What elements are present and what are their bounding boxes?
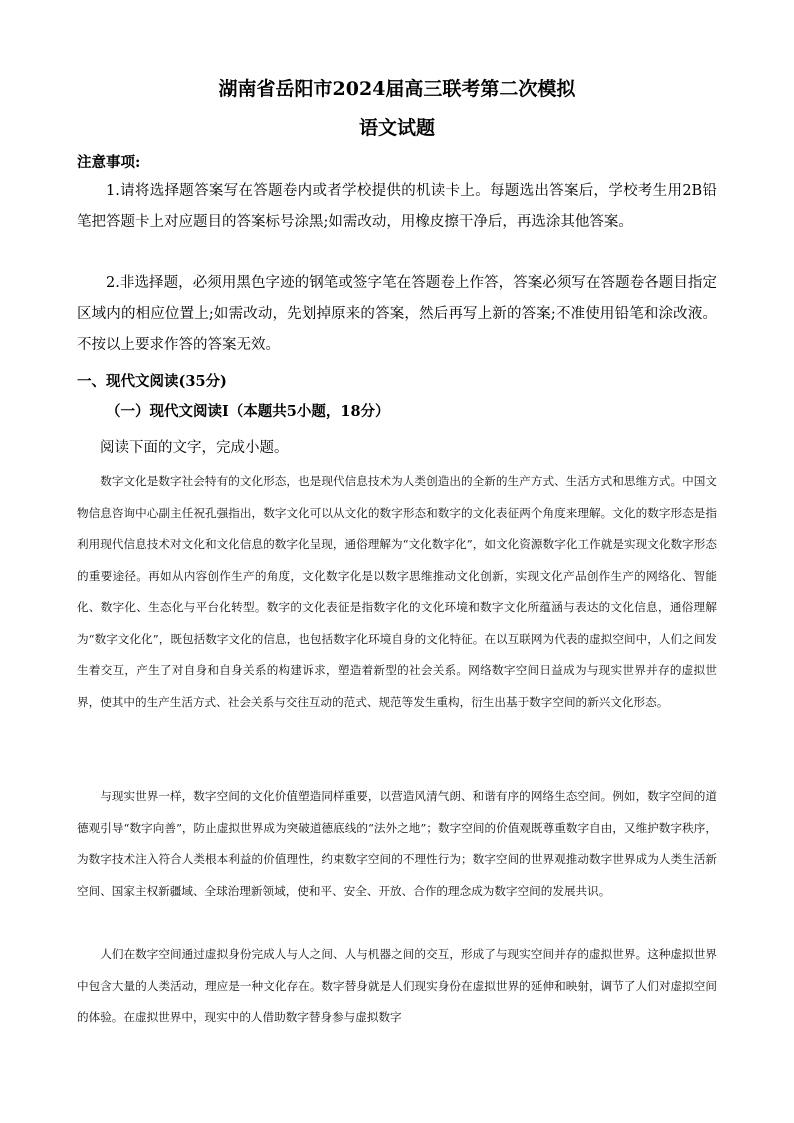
notes-heading: 注意事项: bbox=[77, 154, 141, 171]
passage-paragraph-3: 人们在数字空间通过虚拟身份完成人与人之间、人与机器之间的交互，形成了与现实空间并存的虚拟世界。这种虚拟世界中包含大量的人类活动，理应是一种文化存在。数字替身就是人们现实身份在虚拟世界的延伸和映射，调节了人们对虚拟空间的体验。在虚拟世界中，现实中的人借助数字替身参与虚拟数字 bbox=[77, 947, 717, 1024]
sub-title: 语文试题 bbox=[358, 117, 435, 139]
passage-paragraph-2: 与现实世界一样，数字空间的文化价值塑造同样重要，以营造风清气朗、和谐有序的网络生态空间。例如，数字空间的道德观引导“数字向善”，防止虚拟世界成为突破道德底线的“法外之地”；数字空间的价值观既尊重数字自由，又维护数字秩序，为数字技术注入符合人类根本利益的价值理性，约束数字空间的不理性行为；数字空间的世界观推动数字世界成为人类生活新空间、国家主权新疆域、全球治理新领域，使和平、安全、开放、合作的理念成为数字空间的发展共识。 bbox=[77, 789, 717, 898]
note-item-2: 2.非选择题，必须用黑色字迹的钢笔或签字笔在答题卷上作答，答案必须写在答题卷各题目指定区域内的相应位置上;如需改动，先划掉原来的答案，然后再写上新的答案;不准使用铅笔和涂改液。不按以上要求作答的答案无效。 bbox=[77, 275, 717, 353]
subsection-heading: （一）现代文阅读Ⅰ（本题共5小题，18分） bbox=[106, 403, 390, 420]
section-heading: 一、现代文阅读(35分) bbox=[77, 373, 227, 390]
main-title: 湖南省岳阳市2024届高三联考第二次模拟 bbox=[218, 78, 576, 100]
note-item-1: 1.请将选择题答案写在答题卷内或者学校提供的机读卡上。每题选出答案后，学校考生用2B铅笔把答题卡上对应题目的答案标号涂黑;如需改动，用橡皮擦干净后，再选涂其他答案。 bbox=[77, 183, 717, 230]
passage-paragraph-1: 数字文化是数字社会特有的文化形态，也是现代信息技术为人类创造出的全新的生产方式、生活方式和思维方式。中国文物信息咨询中心副主任祝孔强指出，数字文化可以从文化的数字形态和数字的文化表征两个角度来理解。文化的数字形态是指利用现代信息技术对文化和文化信息的数字化呈现，通俗理解为“文化数字化”，如文化资源数字化工作就是实现文化数字形态的重要途径。再如从内容创作生产的角度，文化数字化是以数字思维推动文化创新，实现文化产品创作生产的网络化、智能化、数字化、生态化与平台化转型。数字的文化表征是指数字化的文化环境和数字文化所蕴涵与表达的文化信息，通俗理解为“数字文化化”，既包括数字文化的信息，也包括数字化环境自身的文化特征。在以互联网为代表的虚拟空间中，人们之间发生着交互，产生了对自身和自身关系的构建诉求，塑造着新型的社会关系。网络数字空间日益成为与现实世界并存的虚拟世界，使其中的生产生活方式、社会关系与交往互动的范式、规范等发生重构，衍生出基于数字空间的新兴文化形态。 bbox=[77, 474, 717, 709]
reading-instruction: 阅读下面的文字，完成小题。 bbox=[100, 440, 289, 456]
